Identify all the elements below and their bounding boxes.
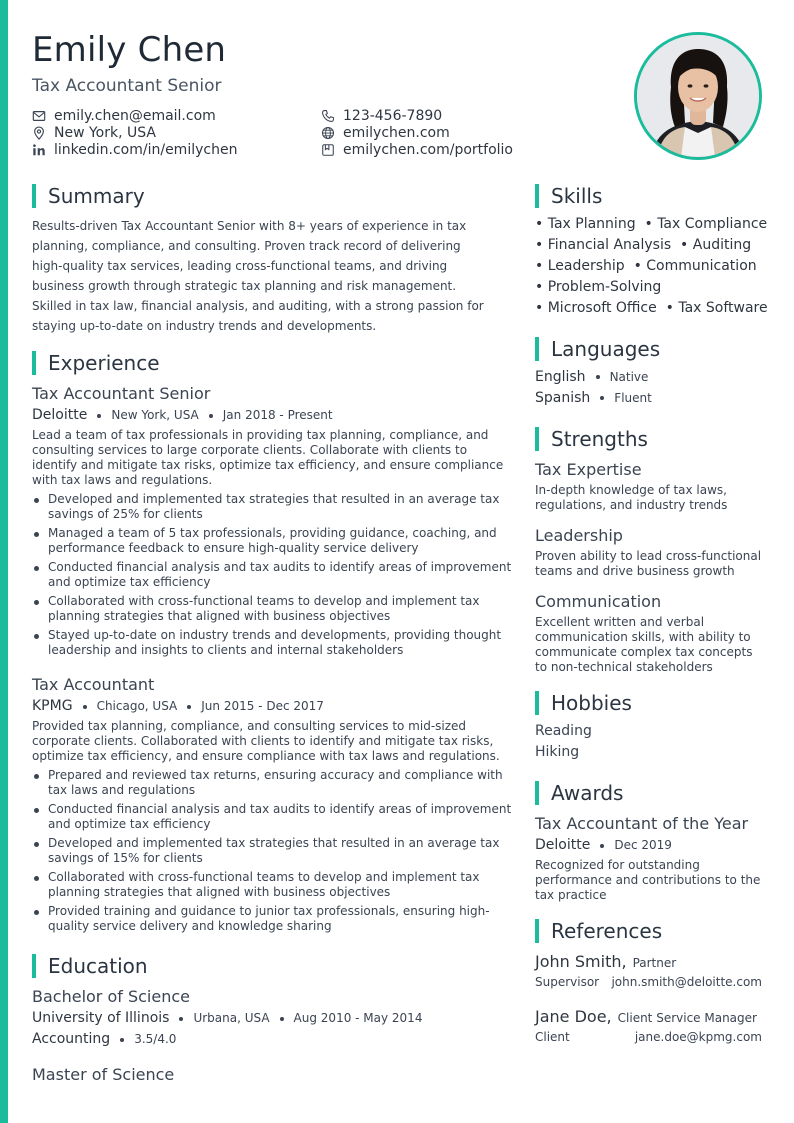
- section-heading-references: References: [535, 919, 662, 943]
- job-title-2: Tax Accountant: [32, 675, 155, 694]
- strength-text-3: Excellent written and verbal communication skills, with ability to communicate complex tax concepts to non-technical stakeholders: [535, 615, 753, 674]
- separator-dot: [120, 1038, 124, 1042]
- contact-portfolio[interactable]: [321, 142, 513, 158]
- skills-row-2: • Financial Analysis • Auditing: [535, 237, 752, 253]
- education-degree-2: Master of Science: [32, 1065, 175, 1084]
- separator-dot: [280, 1017, 284, 1021]
- reference-relation: Supervisor: [535, 975, 600, 989]
- website-text: emilychen.com: [343, 125, 450, 141]
- linkedin-text: linkedin.com/in/emilychen: [54, 142, 238, 158]
- skill-item: Problem-Solving: [547, 279, 662, 295]
- education-meta-1: [32, 1010, 422, 1026]
- list-item: Managed a team of 5 tax professionals, providing guidance, coaching, and performance feedback to ensure high-quality service delivery: [32, 526, 514, 556]
- award-date: Dec 2019: [614, 838, 672, 852]
- hobby-item: Hiking: [535, 744, 580, 760]
- language-row-1: [535, 369, 648, 385]
- section-heading-strengths: Strengths: [535, 427, 648, 451]
- language-level: Native: [609, 370, 649, 384]
- list-item: Developed and implemented tax strategies that resulted in an average tax savings of 25% for clients: [32, 492, 514, 522]
- strength-text-1: In-depth knowledge of tax laws, regulations, and industry trends: [535, 483, 728, 512]
- globe-icon: [321, 126, 335, 140]
- job-bullets-2: [32, 768, 514, 938]
- list-item: Developed and implemented tax strategies that resulted in an average tax savings of 15% for clients: [32, 836, 514, 866]
- section-heading-education: Education: [32, 954, 148, 978]
- award-meta: [535, 837, 672, 853]
- job-location-1: New York, USA: [111, 408, 199, 422]
- language-row-2: [535, 390, 652, 406]
- profile-photo: [634, 32, 762, 160]
- section-heading-experience: Experience: [32, 351, 160, 375]
- education-dates: Aug 2010 - May 2014: [293, 1011, 423, 1025]
- education-school: University of Illinois: [32, 1010, 170, 1026]
- reference-name-1: [535, 952, 676, 971]
- list-item: Provided training and guidance to junior tax professionals, ensuring high-quality service delivery and knowledge sharing: [32, 904, 514, 934]
- skills-row-3: • Leadership • Communication: [535, 258, 757, 274]
- separator-dot: [83, 705, 87, 709]
- education-location: Urbana, USA: [193, 1011, 270, 1025]
- reference-position: Partner: [632, 956, 677, 970]
- skill-item: Leadership: [547, 258, 625, 274]
- contact-phone[interactable]: [321, 108, 442, 124]
- job-description-1: Lead a team of tax professionals in providing tax planning, compliance, and consulting services to large corporate clients. Collaborate with clients to identify and mitigate tax risks, optimize tax efficiency, and ensure compliance with tax laws and regulations.: [32, 428, 504, 487]
- list-item: Collaborated with cross-functional teams to develop and implement tax planning strategies that aligned with business objectives: [32, 594, 514, 624]
- job-company-2: KPMG: [32, 698, 73, 714]
- reference-email[interactable]: john.smith@deloitte.com: [611, 975, 762, 989]
- separator-dot: [596, 375, 600, 379]
- accent-bar: [0, 0, 8, 1123]
- hobby-item: Reading: [535, 723, 592, 739]
- contact-website[interactable]: [321, 125, 450, 141]
- portfolio-icon: [321, 143, 335, 157]
- portfolio-text: emilychen.com/portfolio: [343, 142, 513, 158]
- job-title-1: Tax Accountant Senior: [32, 384, 211, 403]
- strength-title-3: Communication: [535, 592, 662, 611]
- job-dates-2: Jun 2015 - Dec 2017: [201, 699, 324, 713]
- separator-dot: [179, 1017, 183, 1021]
- job-description-2: Provided tax planning, compliance, and consulting services to mid-sized corporate clients. Collaborated with clients to identify and mitigate tax risks, optimize tax efficiency, and ensure compliance with tax laws and regulations.: [32, 719, 500, 763]
- location-pin-icon: [32, 126, 46, 140]
- phone-text: 123-456-7890: [343, 108, 443, 124]
- skill-item: Tax Software: [678, 300, 768, 316]
- job-location-2: Chicago, USA: [96, 699, 178, 713]
- summary-text: Results-driven Tax Accountant Senior with 8+ years of experience in tax planning, compliance, and consulting. Proven track record of delivering high-quality tax services, leading cross-functional teams, and driving business growth through strategic tax planning and risk management. Skilled in tax law, financial analysis, and auditing, with a strong passion for staying up-to-date on industry trends and developments.: [32, 219, 484, 333]
- job-dates-1: Jan 2018 - Present: [222, 408, 333, 422]
- section-heading-awards: Awards: [535, 781, 623, 805]
- section-heading-hobbies: Hobbies: [535, 691, 632, 715]
- language-name: English: [535, 369, 586, 385]
- contact-location: [32, 125, 156, 141]
- location-text: New York, USA: [54, 125, 156, 141]
- separator-dot: [600, 844, 604, 848]
- job-company-1: Deloitte: [32, 407, 88, 423]
- job-bullets-1: [32, 492, 514, 662]
- language-level: Fluent: [614, 391, 652, 405]
- award-title: Tax Accountant of the Year: [535, 814, 749, 833]
- list-item: Stayed up-to-date on industry trends and developments, providing thought leadership and insights to clients and internal stakeholders: [32, 628, 514, 658]
- job-meta-2: [32, 698, 324, 714]
- strength-title-1: Tax Expertise: [535, 460, 642, 479]
- separator-dot: [209, 414, 213, 418]
- phone-icon: [321, 109, 335, 123]
- award-text: Recognized for outstanding performance and contributions to the tax practice: [535, 858, 761, 902]
- skills-row-4: • Problem-Solving: [535, 279, 662, 295]
- mail-icon: [32, 109, 46, 123]
- education-field: Accounting: [32, 1031, 111, 1047]
- skill-item: Microsoft Office: [547, 300, 657, 316]
- skill-item: Financial Analysis: [547, 237, 672, 253]
- strength-title-2: Leadership: [535, 526, 623, 545]
- reference-relation: Client: [535, 1030, 570, 1044]
- section-heading-skills: Skills: [535, 184, 602, 208]
- reference-email[interactable]: jane.doe@kpmg.com: [634, 1030, 762, 1044]
- reference-name-2: [535, 1007, 757, 1026]
- education-degree-1: Bachelor of Science: [32, 987, 190, 1006]
- reference-name-text: Jane Doe,: [535, 1007, 612, 1026]
- job-meta-1: [32, 407, 333, 423]
- reference-name-text: John Smith,: [535, 952, 627, 971]
- list-item: Conducted financial analysis and tax audits to identify areas of improvement and optimize tax efficiency: [32, 802, 514, 832]
- section-heading-summary: Summary: [32, 184, 145, 208]
- skill-item: Tax Planning: [547, 216, 636, 232]
- award-org: Deloitte: [535, 837, 591, 853]
- list-item: Collaborated with cross-functional teams to develop and implement tax planning strategies that aligned with business objectives: [32, 870, 514, 900]
- education-field-row: [32, 1031, 176, 1047]
- skills-row-1: • Tax Planning • Tax Compliance: [535, 216, 768, 232]
- avatar-illustration: [637, 35, 759, 157]
- contact-linkedin[interactable]: [32, 142, 237, 158]
- skill-item: Auditing: [692, 237, 752, 253]
- separator-dot: [97, 414, 101, 418]
- separator-dot: [600, 396, 604, 400]
- candidate-name: Emily Chen: [32, 30, 227, 70]
- reference-position: Client Service Manager: [617, 1011, 757, 1025]
- skills-row-5: • Microsoft Office • Tax Software: [535, 300, 768, 316]
- email-text: emily.chen@email.com: [54, 108, 216, 124]
- reference-row-2: [535, 1030, 762, 1044]
- list-item: Conducted financial analysis and tax audits to identify areas of improvement and optimize tax efficiency: [32, 560, 514, 590]
- skill-item: Communication: [646, 258, 757, 274]
- strength-text-2: Proven ability to lead cross-functional teams and drive business growth: [535, 549, 762, 578]
- reference-row-1: [535, 975, 762, 989]
- language-name: Spanish: [535, 390, 591, 406]
- education-gpa: 3.5/4.0: [134, 1032, 177, 1046]
- separator-dot: [187, 705, 191, 709]
- contact-email[interactable]: [32, 108, 216, 124]
- section-heading-languages: Languages: [535, 337, 660, 361]
- skill-item: Tax Compliance: [657, 216, 768, 232]
- list-item: Prepared and reviewed tax returns, ensuring accuracy and compliance with tax laws and regulations: [32, 768, 514, 798]
- linkedin-icon: [32, 143, 46, 157]
- candidate-title: Tax Accountant Senior: [32, 76, 222, 96]
